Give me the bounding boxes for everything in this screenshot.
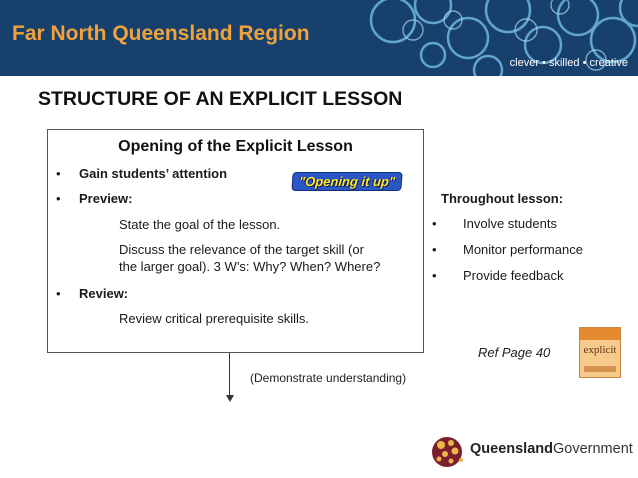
book-cover-image: [579, 327, 621, 378]
preview-detail: the larger goal). 3 W’s: Why? When? Where?: [119, 259, 381, 274]
book-cover-footer: [584, 366, 616, 372]
bullet-marker: •: [56, 166, 61, 181]
bullet-marker: •: [56, 191, 61, 206]
govt-wordmark-bold: Queensland: [470, 441, 553, 457]
queensland-government-logo-icon: [428, 434, 468, 470]
review-detail: Review critical prerequisite skills.: [119, 311, 309, 326]
region-title: Far North Queensland Region: [12, 22, 310, 45]
item-review: Review:: [79, 286, 129, 301]
government-wordmark: [470, 441, 633, 457]
throughout-item: Monitor performance: [463, 242, 583, 257]
throughout-item: Involve students: [463, 216, 557, 231]
reference-note: Ref Page 40: [478, 345, 551, 360]
item-gain-attention: Gain students’ attention: [79, 166, 228, 181]
demonstrate-note: (Demonstrate understanding): [250, 371, 407, 385]
opening-it-up-stamp: "Opening it up": [291, 172, 402, 191]
bullet-marker: •: [432, 216, 437, 231]
slide-heading: STRUCTURE OF AN EXPLICIT LESSON: [38, 88, 403, 110]
preview-detail: State the goal of the lesson.: [119, 217, 281, 232]
bullet-marker: •: [432, 268, 437, 283]
item-preview: Preview:: [79, 191, 133, 206]
bullet-marker: •: [56, 286, 61, 301]
bullet-marker: •: [432, 242, 437, 257]
throughout-item: Provide feedback: [463, 268, 564, 283]
arrow-down-icon: [226, 395, 234, 402]
book-cover-band: [580, 328, 620, 340]
flow-arrow-line: [229, 353, 230, 397]
header-banner: [0, 0, 638, 76]
preview-detail: Discuss the relevance of the target skill (or: [119, 242, 364, 257]
tagline: clever • skilled • creative: [509, 57, 628, 69]
govt-wordmark-regular: Government: [553, 441, 633, 457]
book-cover-title: explicit: [583, 344, 617, 356]
opening-box-title: Opening of the Explicit Lesson: [118, 138, 353, 155]
throughout-title: Throughout lesson:: [441, 191, 564, 206]
opening-box: [47, 129, 424, 353]
